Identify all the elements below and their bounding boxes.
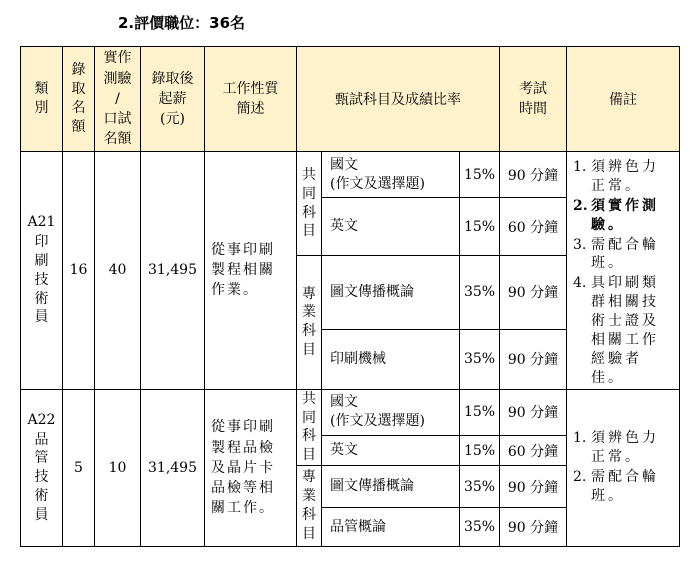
subject-time-cell: 90 分鐘 [500,152,567,198]
header-remarks: 備註 [567,47,680,152]
subject-ratio-cell: 35% [460,466,500,508]
subject-ratio-cell: 15% [460,389,500,435]
header-category: 類別 [21,47,63,152]
remark-item: 2. 需配合輪班。 [573,468,660,504]
subject-name-cell: 國文 (作文及選擇題) [322,389,460,435]
remark-item: 1. 須辨色力正常。 [573,159,660,194]
table-row [21,152,680,198]
practical-cell: 40 [95,152,141,390]
remark-item: 4. 具印刷類群相關技術士證及相關工作經驗者佳。 [573,275,660,386]
subject-name-cell: 圖文傳播概論 [322,256,460,330]
subject-time-cell: 60 分鐘 [500,435,567,465]
nature-cell: 從事印刷製程品檢及晶片卡品檢等相關工作。 [205,389,297,547]
remarks-cell [567,152,680,390]
header-salary: 錄取後 起薪 (元) [141,47,205,152]
remarks-list [573,158,675,388]
salary-cell: 31,495 [141,152,205,390]
subject-ratio-cell: 15% [460,152,500,198]
section-title: 2.評價職位：36名 [118,14,246,32]
remark-item: 1. 須辨色力正常。 [573,430,660,466]
subject-group-cell: 共同科目 [297,389,322,466]
subject-ratio-cell: 35% [460,329,500,389]
subject-name-cell: 印刷機械 [322,329,460,389]
remark-item: 3. 需配合輪班。 [573,236,660,272]
header-nature: 工作性質 簡述 [205,47,297,152]
subject-group-cell: 專業科目 [297,256,322,390]
subject-name-cell: 國文 (作文及選擇題) [322,152,460,198]
subject-ratio-cell: 15% [460,435,500,465]
subject-ratio-cell: 35% [460,508,500,547]
subject-ratio-cell: 15% [460,198,500,256]
practical-cell: 10 [95,389,141,547]
subject-name-cell: 英文 [322,435,460,465]
header-practical: 實作 測驗 / 口試 名額 [95,47,141,152]
subject-time-cell: 90 分鐘 [500,466,567,508]
category-cell: A21 印刷技術員 [21,152,63,390]
subject-time-cell: 60 分鐘 [500,198,567,256]
recruitment-table [20,46,680,547]
table-row [21,389,680,435]
subject-group-cell: 專業科目 [297,466,322,547]
remarks-list [573,429,675,506]
quota-cell: 16 [63,152,95,390]
subject-name-cell: 品管概論 [322,508,460,547]
header-subjects: 甄試科目及成績比率 [297,47,500,152]
header-quota: 錄取名額 [63,47,95,152]
subject-group-cell: 共同科目 [297,152,322,256]
quota-cell: 5 [63,389,95,547]
remarks-cell [567,389,680,547]
category-cell: A22 品管技術員 [21,389,63,547]
subject-time-cell: 90 分鐘 [500,389,567,435]
subject-time-cell: 90 分鐘 [500,256,567,330]
subject-ratio-cell: 35% [460,256,500,330]
header-time: 考試 時間 [500,47,567,152]
subject-name-cell: 圖文傳播概論 [322,466,460,508]
header-row [21,47,680,152]
subject-time-cell: 90 分鐘 [500,508,567,547]
nature-cell: 從事印刷製程相關作業。 [205,152,297,390]
salary-cell: 31,495 [141,389,205,547]
subject-name-cell: 英文 [322,198,460,256]
subject-time-cell: 90 分鐘 [500,329,567,389]
remark-item: 2. 須實作測驗。 [573,197,660,233]
